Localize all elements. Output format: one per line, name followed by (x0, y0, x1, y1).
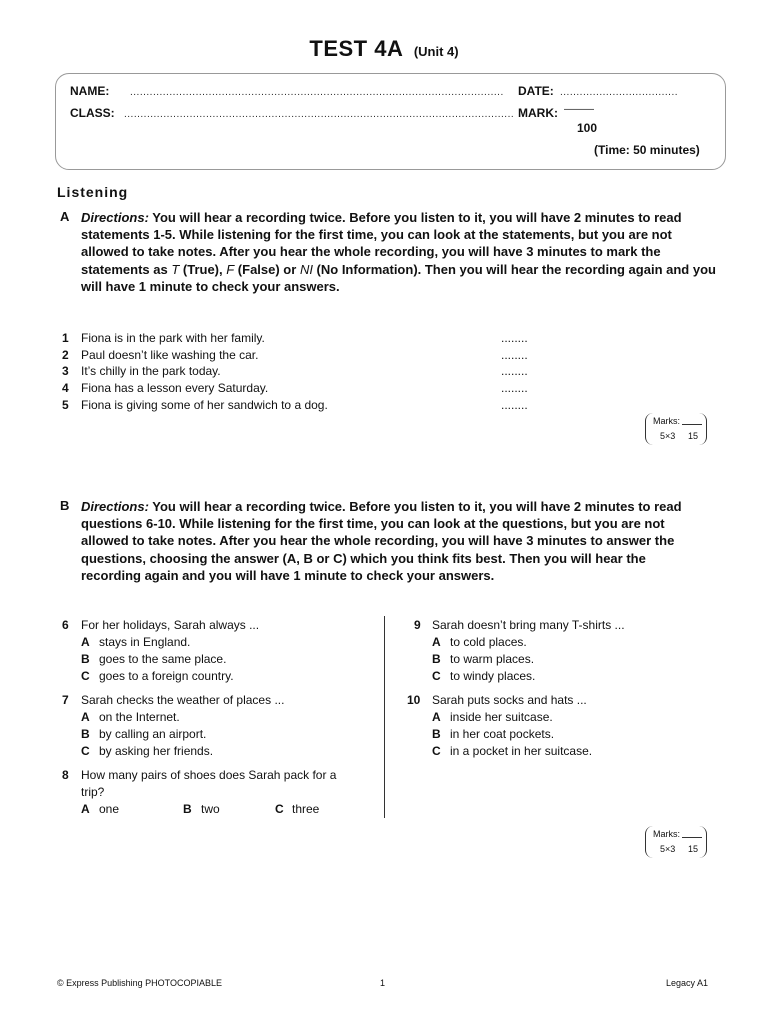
statement-text: Paul doesn’t like washing the car. (81, 348, 259, 362)
option-letter[interactable]: B (183, 802, 192, 816)
option-letter[interactable]: B (81, 727, 90, 741)
statement-number: 1 (62, 331, 69, 345)
marks-calc: 5×3 (660, 844, 676, 854)
option-letter[interactable]: C (432, 744, 441, 758)
option-text: to cold places. (450, 635, 527, 649)
mark-field[interactable]: ——— (564, 104, 594, 115)
answer-blank[interactable]: ........ (501, 348, 528, 362)
column-divider (384, 616, 385, 818)
time-label: (Time: 50 minutes) (594, 143, 700, 157)
option-letter[interactable]: B (432, 727, 441, 741)
marks-total: 15 (688, 844, 699, 854)
marks-score-line[interactable] (682, 424, 702, 425)
statement-text: Fiona is in the park with her family. (81, 331, 265, 345)
name-label: NAME: (70, 84, 110, 98)
directions-label: Directions: (81, 499, 149, 514)
option-text: one (99, 802, 120, 816)
unit-label: (Unit 4) (413, 44, 459, 59)
statement-number: 2 (62, 348, 69, 362)
option-letter[interactable]: A (81, 710, 90, 724)
option-letter[interactable]: A (81, 802, 90, 816)
statement-number: 4 (62, 381, 69, 395)
marks-label: Marks: (653, 416, 680, 426)
answer-blank[interactable]: ........ (501, 398, 528, 412)
question-text: Sarah puts socks and hats ... (432, 693, 587, 707)
date-field[interactable]: .................................... (560, 87, 679, 98)
mark-total: 100 (577, 121, 598, 135)
page-title (0, 36, 768, 62)
statement-text: Fiona is giving some of her sandwich to a dog. (81, 398, 328, 412)
mark-label: MARK: (518, 106, 558, 120)
marks-box (645, 826, 707, 858)
marks-total: 15 (688, 431, 699, 441)
marks-box (645, 413, 707, 445)
test-title: TEST 4A (309, 36, 404, 61)
statement-text: It’s chilly in the park today. (81, 364, 221, 378)
directions-label: Directions: (81, 210, 149, 225)
class-field[interactable]: ....................................................................................................................... (124, 109, 515, 120)
part-b-letter: B (60, 498, 70, 513)
question-text: How many pairs of shoes does Sarah pack for a (81, 768, 337, 782)
option-text: to windy places. (450, 669, 536, 683)
answer-blank[interactable]: ........ (501, 381, 528, 395)
option-text: stays in England. (99, 635, 191, 649)
name-field[interactable]: .................................................................................................................. (130, 87, 504, 98)
option-letter[interactable]: B (432, 652, 441, 666)
question-text: Sarah checks the weather of places ... (81, 693, 285, 707)
question-text-cont: trip? (81, 785, 105, 799)
part-a-directions: Directions: You will hear a recording twice. Before you listen to it, you will have 2 minutes to read statements 1-5. While listening for the first time, you can look at the statements, but you are not allowed to take notes. After you hear the whole recording, you will have 3 minutes to mark the statements as T (True), F (False) or NI (No Information). Then you will hear the recording again and you will have 1 minute to check your answers. (81, 210, 716, 294)
option-letter[interactable]: B (81, 652, 90, 666)
footer-copyright: © Express Publishing PHOTOCOPIABLE (57, 978, 223, 988)
option-text: to warm places. (450, 652, 535, 666)
statement-text: Fiona has a lesson every Saturday. (81, 381, 269, 395)
option-letter[interactable]: C (81, 744, 90, 758)
question-number: 9 (414, 618, 421, 632)
answer-blank[interactable]: ........ (501, 331, 528, 345)
question-number: 6 (62, 618, 69, 632)
option-text: by calling an airport. (99, 727, 207, 741)
page-number: 1 (380, 978, 386, 988)
answer-blank[interactable]: ........ (501, 364, 528, 378)
date-label: DATE: (518, 84, 554, 98)
option-letter[interactable]: A (432, 710, 441, 724)
option-text: in her coat pockets. (450, 727, 555, 741)
question-text: Sarah doesn’t bring many T-shirts ... (432, 618, 625, 632)
option-text: goes to a foreign country. (99, 669, 234, 683)
option-text: three (292, 802, 320, 816)
option-text: inside her suitcase. (450, 710, 553, 724)
section-heading: Listening (57, 184, 129, 200)
question-number: 10 (407, 693, 421, 707)
option-text: by asking her friends. (99, 744, 214, 758)
marks-score-line[interactable] (682, 837, 702, 838)
footer-series: Legacy A1 (666, 978, 709, 988)
option-letter[interactable]: C (432, 669, 441, 683)
question-text: For her holidays, Sarah always ... (81, 618, 260, 632)
marks-label: Marks: (653, 829, 680, 839)
option-letter[interactable]: A (432, 635, 441, 649)
statement-number: 3 (62, 364, 69, 378)
statement-number: 5 (62, 398, 69, 412)
option-letter[interactable]: C (81, 669, 90, 683)
part-b-directions: Directions: You will hear a recording twice. Before you listen to it, you will have 2 minutes to read questions 6-10. While listening for the first time, you can look at the questions, but you are not allowed to take notes. After you hear the whole recording, you will have 3 minutes to answer the questions, choosing the answer (A, B or C) which you think fits best. Then you will hear the recording again and you will have 1 minute to check your answers. (81, 499, 682, 583)
question-number: 7 (62, 693, 69, 707)
option-letter[interactable]: A (81, 635, 90, 649)
option-text: goes to the same place. (99, 652, 227, 666)
marks-calc: 5×3 (660, 431, 676, 441)
part-a-letter: A (60, 209, 70, 224)
class-label: CLASS: (70, 106, 115, 120)
option-letter[interactable]: C (275, 802, 284, 816)
option-text: in a pocket in her suitcase. (450, 744, 593, 758)
option-text: two (201, 802, 220, 816)
option-text: on the Internet. (99, 710, 180, 724)
question-number: 8 (62, 768, 69, 782)
